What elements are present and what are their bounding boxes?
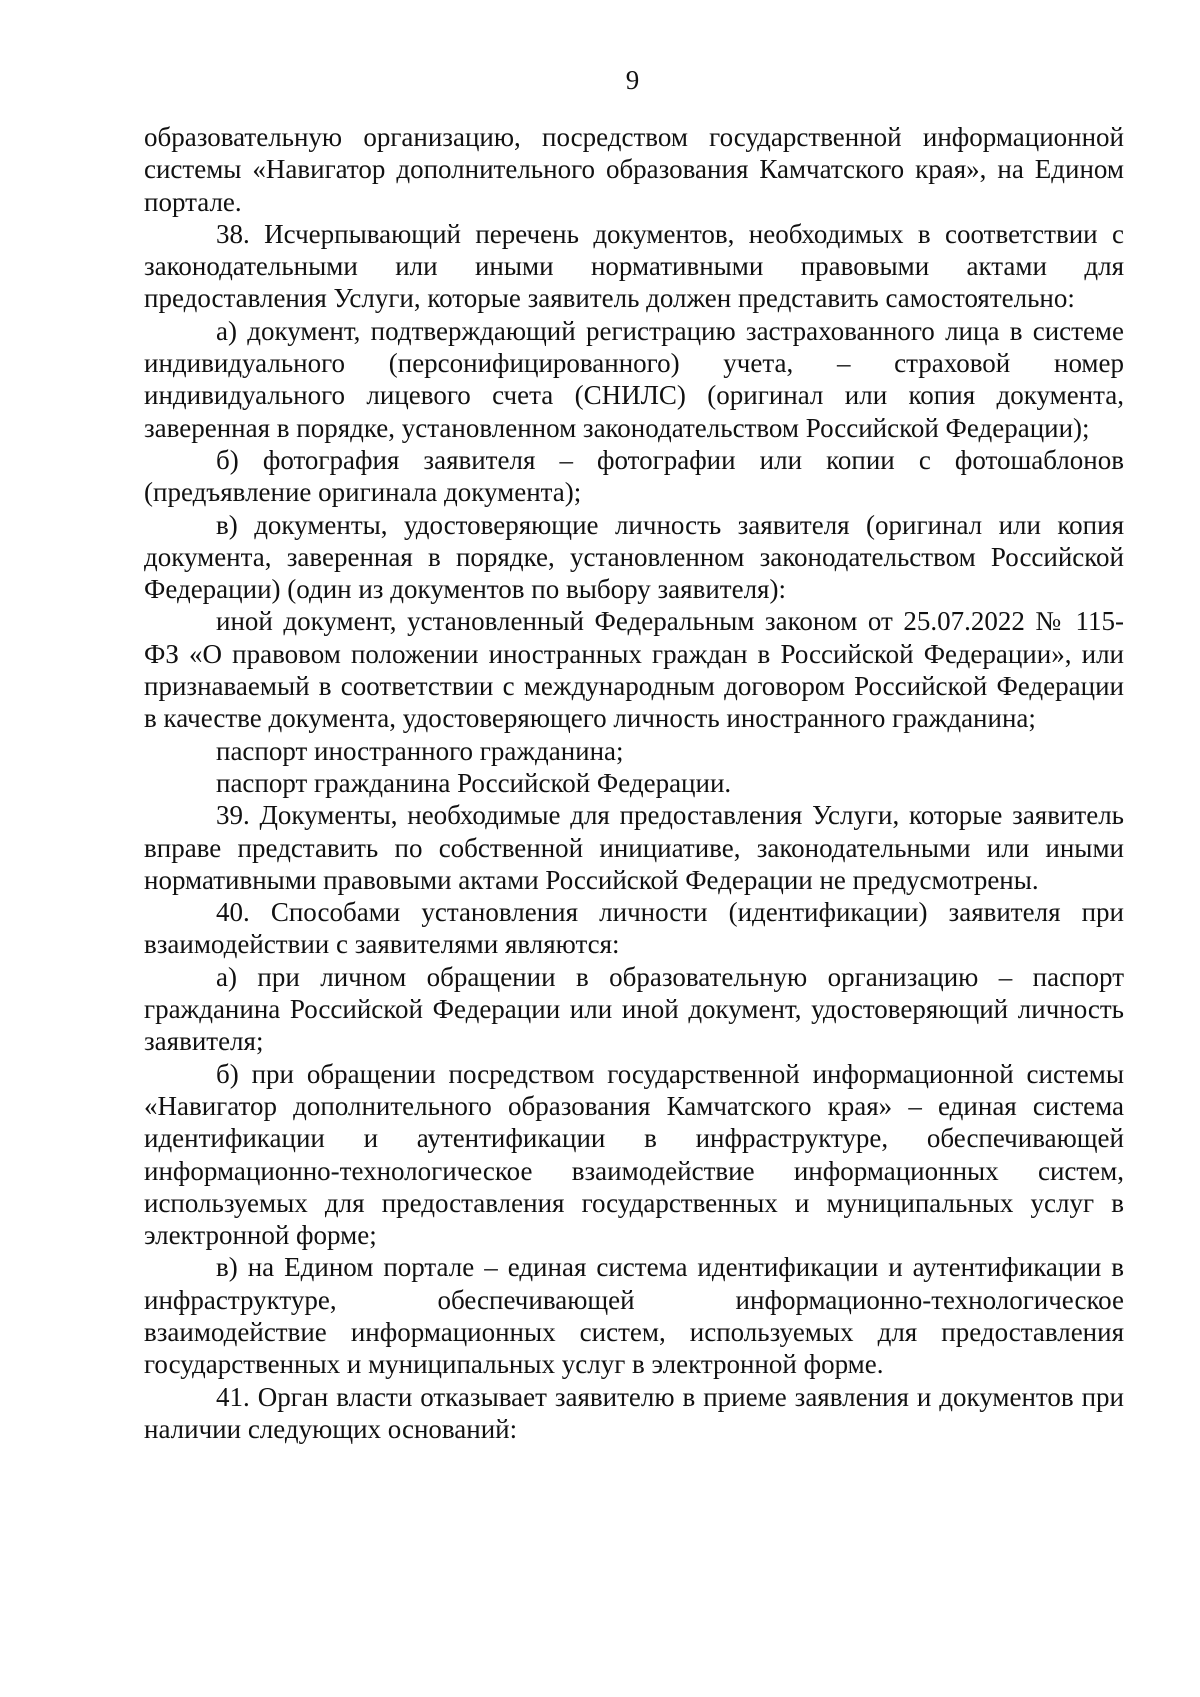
paragraph: а) при личном обращении в образовательную организацию – паспорт гражданина Российской Федерации или иной документ, удостоверяющий личность заявителя; — [144, 961, 1124, 1057]
page-number: 9 — [625, 65, 640, 95]
paragraph: а) документ, подтверждающий регистрацию застрахованного лица в системе индивидуального (персонифицированного) учета, – страховой номер индивидуального лицевого счета (СНИЛС) (оригинал или копия документа, заверенная в порядке, установленном законодательством Российской Федерации); — [144, 315, 1124, 443]
paragraph: паспорт иностранного гражданина; — [216, 735, 624, 766]
paragraph: в) на Едином портале – единая система идентификации и аутентификации в инфраструктуре, обеспечивающей информационно-технологическое взаимодействие информационных систем, используемых для предоставления государственных и муниципальных услуг в электронной форме. — [144, 1252, 1124, 1380]
paragraph: 41. Орган власти отказывает заявителю в приеме заявления и документов при наличии следующих оснований: — [144, 1381, 1124, 1444]
paragraph: в) документы, удостоверяющие личность заявителя (оригинал или копия документа, заверенная в порядке, установленном законодательством Российской Федерации) (один из документов по выбору заявителя): — [144, 509, 1124, 605]
paragraph: б) фотография заявителя – фотографии или копии с фотошаблонов (предъявление оригинала документа); — [144, 444, 1124, 508]
document-body — [144, 121, 1124, 1445]
paragraph: 39. Документы, необходимые для предоставления Услуги, которые заявитель вправе представить по собственной инициативе, законодательными или иными нормативными правовыми актами Российской Федерации не предусмотрены. — [144, 800, 1124, 895]
paragraph: паспорт гражданина Российской Федерации. — [216, 767, 732, 798]
paragraph: 40. Способами установления личности (идентификации) заявителя при взаимодействии с заявителями являются: — [144, 897, 1124, 960]
paragraph: иной документ, установленный Федеральным законом от 25.07.2022 № 115-ФЗ «О правовом положении иностранных граждан в Российской Федерации», или признаваемый в соответствии с международным договором Российской Федерации в качестве документа, удостоверяющего личность иностранного гражданина; — [144, 606, 1124, 734]
paragraph: б) при обращении посредством государственной информационной системы «Навигатор дополнительного образования Камчатского края» – единая система идентификации и аутентификации в инфраструктуре, обеспечивающей информационно-технологическое взаимодействие информационных систем, используемых для предоставления государственных и муниципальных услуг в электронной форме; — [144, 1058, 1124, 1251]
paragraph: 38. Исчерпывающий перечень документов, необходимых в соответствии с законодательными или иными нормативными правовыми актами для предоставления Услуги, которые заявитель должен представить самостоятельно: — [144, 218, 1124, 314]
paragraph: образовательную организацию, посредством государственной информационной системы «Навигатор дополнительного образования Камчатского края», на Едином портале. — [144, 122, 1124, 217]
